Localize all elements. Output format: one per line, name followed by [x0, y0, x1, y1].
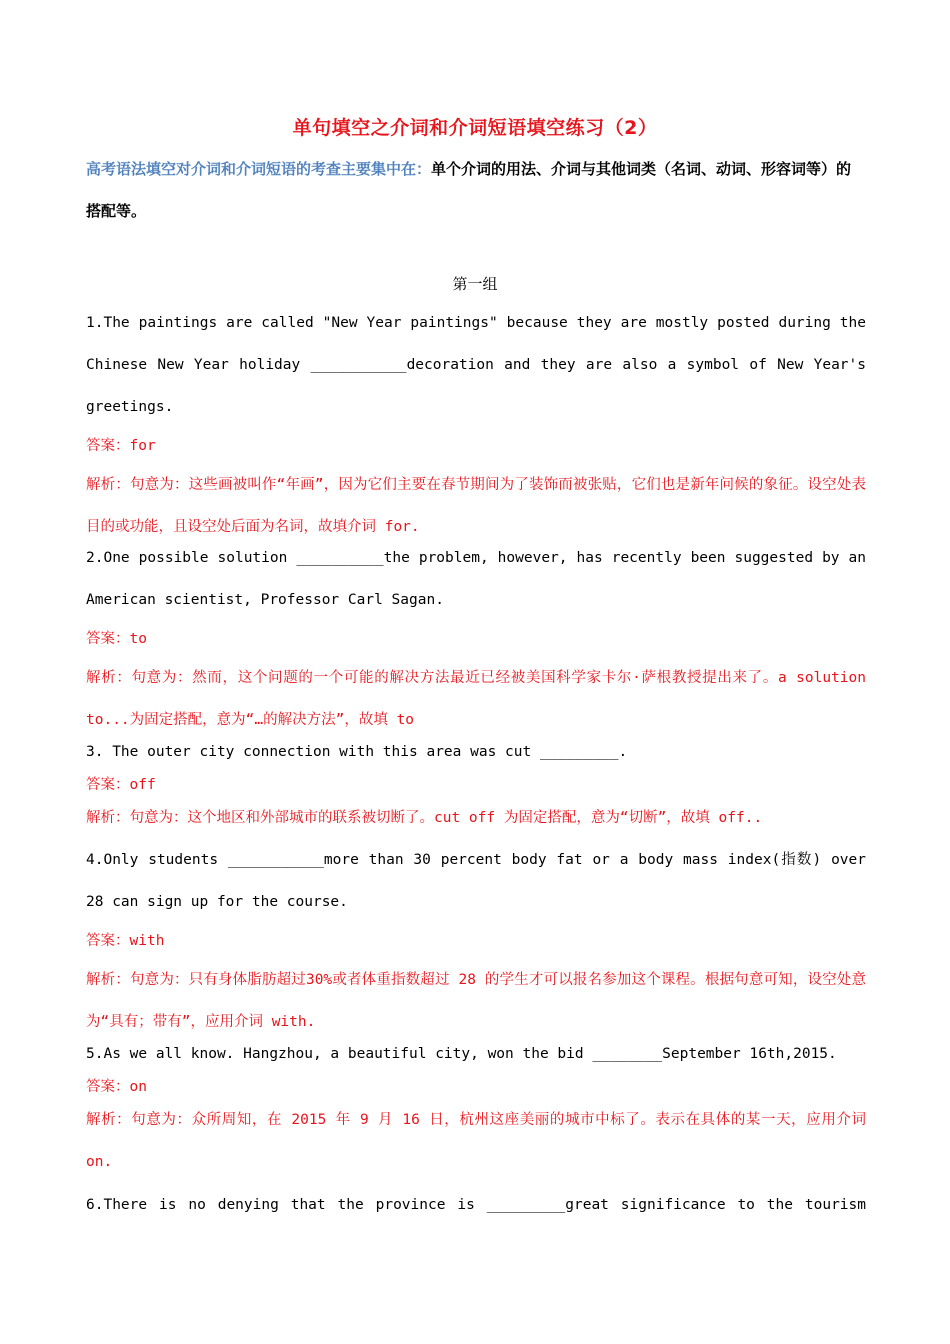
explanation-text: 解析：句意为：众所周知，在 2015 年 9 月 16 日，杭州这座美丽的城市中标了。表示在具体的某一天，应用介词 on. — [86, 1112, 866, 1170]
question-text: 4.Only students ___________more than 30 percent body fat or a body mass index(指数) over 28 can sign up for the course. — [86, 852, 866, 910]
answer-text: 答案：on — [86, 1079, 147, 1095]
question-text: 3. The outer city connection with this area was cut _________. — [86, 744, 628, 760]
answer-text: 答案：for — [86, 438, 156, 454]
question-text: 2.One possible solution __________the problem, however, has recently been suggested by an American scientist, Professor Carl Sagan. — [86, 550, 866, 608]
question-block-6 — [86, 1184, 866, 1226]
document-title: 单句填空之介词和介词短语填空练习（2） — [292, 117, 658, 139]
question-block-4 — [86, 839, 866, 1043]
question-block-1 — [86, 302, 866, 548]
group-label: 第一组 — [452, 275, 498, 293]
explanation-text: 解析：句意为：这些画被叫作“年画”，因为它们主要在春节期间为了装饰而被张贴，它们也是新年问候的象征。设空处表目的或功能，且设空处后面为名词，故填介词 for. — [86, 477, 866, 535]
intro-paragraph — [86, 148, 866, 232]
intro-rest: 单个介词的用法、介词与其他词类（名词、动词、形容词等）的搭配等。 — [86, 160, 852, 220]
question-text: 6.There is no denying that the province is _________great significance to the tourism — [86, 1197, 866, 1213]
question-text: 1.The paintings are called "New Year paintings" because they are mostly posted during the Chinese New Year holiday ___________decoration and they are also a symbol of New Year's greetings. — [86, 315, 866, 415]
question-block-5 — [86, 1033, 866, 1183]
answer-text: 答案：to — [86, 631, 147, 647]
explanation-text: 解析：句意为：然而，这个问题的一个可能的解决方法最近已经被美国科学家卡尔·萨根教授提出来了。a solution to...为固定搭配，意为“…的解决方法”，故填 to — [86, 670, 866, 728]
explanation-text: 解析：句意为：这个地区和外部城市的联系被切断了。cut off 为固定搭配，意为“切断”，故填 off.. — [86, 810, 763, 826]
answer-text: 答案：with — [86, 933, 165, 949]
question-block-3 — [86, 731, 866, 839]
answer-text: 答案：off — [86, 777, 156, 793]
intro-lead: 高考语法填空对介词和介词短语的考查主要集中在： — [86, 160, 432, 178]
question-block-2 — [86, 537, 866, 741]
question-text: 5.As we all know. Hangzhou, a beautiful city, won the bid ________September 16th,2015. — [86, 1046, 837, 1062]
explanation-text: 解析：句意为：只有身体脂肪超过30%或者体重指数超过 28 的学生才可以报名参加这个课程。根据句意可知，设空处意为“具有；带有”，应用介词 with. — [86, 972, 866, 1030]
